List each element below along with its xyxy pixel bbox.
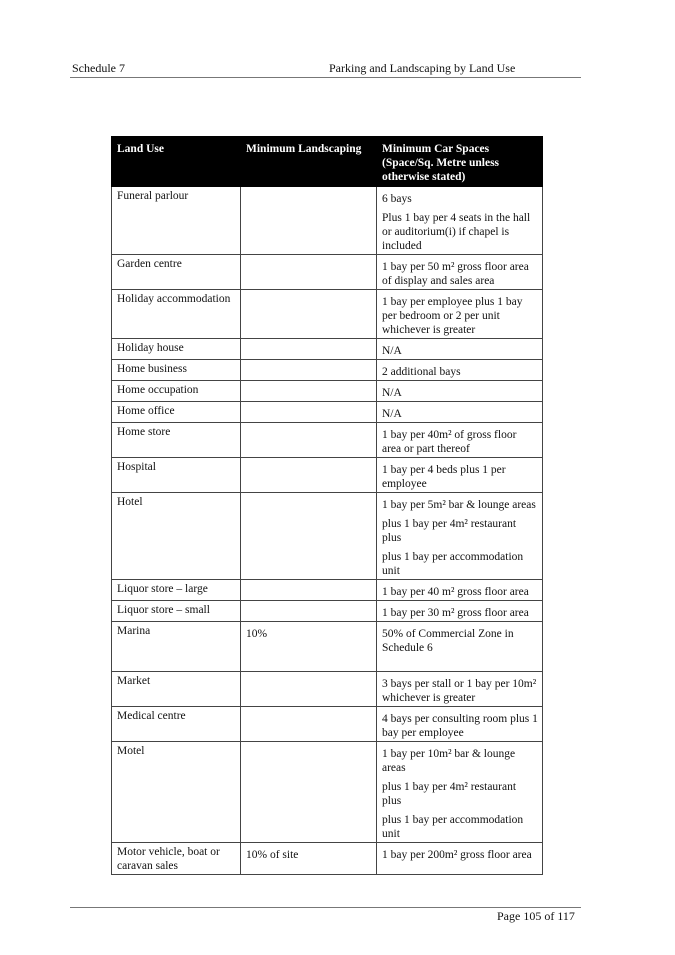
column-header-land-use: Land Use bbox=[112, 137, 241, 187]
header-title: Parking and Landscaping by Land Use bbox=[329, 61, 516, 75]
car-spaces-text: 1 bay per 50 m² gross floor area of display and sales area bbox=[382, 261, 529, 287]
table-row bbox=[112, 843, 543, 875]
car-spaces-text: 1 bay per 10m² bar & lounge areas bbox=[382, 748, 516, 774]
car-spaces-text: 1 bay per employee plus 1 bay per bedroom or 2 per unit whichever is greater bbox=[382, 296, 523, 336]
land-use-cell: Holiday house bbox=[112, 339, 241, 360]
table-row bbox=[112, 423, 543, 458]
table-row bbox=[112, 601, 543, 622]
column-header-car-spaces: Minimum Car Spaces (Space/Sq. Metre unless otherwise stated) bbox=[377, 137, 543, 187]
car-spaces-cell bbox=[377, 381, 543, 402]
car-spaces-text: 1 bay per 40 m² gross floor area bbox=[382, 586, 529, 598]
table-row bbox=[112, 381, 543, 402]
car-spaces-cell bbox=[377, 843, 543, 875]
landscaping-cell bbox=[241, 707, 377, 742]
land-use-cell: Liquor store – small bbox=[112, 601, 241, 622]
table-row bbox=[112, 290, 543, 339]
car-spaces-text: plus 1 bay per accommodation unit bbox=[382, 551, 524, 577]
footer-rule bbox=[70, 907, 581, 908]
land-use-cell: Home business bbox=[112, 360, 241, 381]
land-use-cell: Holiday accommodation bbox=[112, 290, 241, 339]
table-row bbox=[112, 255, 543, 290]
car-spaces-cell bbox=[377, 290, 543, 339]
table-row bbox=[112, 672, 543, 707]
car-spaces-cell bbox=[377, 742, 543, 843]
car-spaces-text: 1 bay per 4 beds plus 1 per employee bbox=[382, 464, 506, 490]
car-spaces-cell bbox=[377, 458, 543, 493]
land-use-cell: Medical centre bbox=[112, 707, 241, 742]
page-number: Page 105 of 117 bbox=[497, 909, 575, 923]
car-spaces-cell bbox=[377, 255, 543, 290]
landscaping-cell bbox=[241, 360, 377, 381]
land-use-cell: Funeral parlour bbox=[112, 187, 241, 255]
table-row bbox=[112, 187, 543, 255]
table-row bbox=[112, 622, 543, 672]
landscaping-cell bbox=[241, 742, 377, 843]
car-spaces-cell bbox=[377, 423, 543, 458]
landscaping-cell bbox=[241, 187, 377, 255]
car-spaces-text: 2 additional bays bbox=[382, 366, 461, 378]
land-use-cell: Marina bbox=[112, 622, 241, 672]
car-spaces-text: plus 1 bay per accommodation unit bbox=[382, 814, 524, 840]
header-schedule: Schedule 7 bbox=[72, 61, 125, 75]
header-rule bbox=[70, 77, 581, 78]
landscaping-cell bbox=[241, 290, 377, 339]
land-use-cell: Garden centre bbox=[112, 255, 241, 290]
car-spaces-cell bbox=[377, 402, 543, 423]
landscaping-cell bbox=[241, 601, 377, 622]
car-spaces-text: 6 bays bbox=[382, 193, 412, 205]
car-spaces-cell bbox=[377, 339, 543, 360]
landscaping-cell bbox=[241, 255, 377, 290]
land-use-cell: Motel bbox=[112, 742, 241, 843]
car-spaces-text: plus 1 bay per 4m² restaurant plus bbox=[382, 781, 517, 807]
car-spaces-text: 4 bays per consulting room plus 1 bay per employee bbox=[382, 713, 538, 739]
land-use-cell: Home office bbox=[112, 402, 241, 423]
car-spaces-text: N/A bbox=[382, 345, 402, 357]
car-spaces-cell bbox=[377, 622, 543, 672]
car-spaces-cell bbox=[377, 493, 543, 580]
table-row bbox=[112, 458, 543, 493]
landscaping-cell bbox=[241, 672, 377, 707]
car-spaces-text: N/A bbox=[382, 408, 402, 420]
table-row bbox=[112, 402, 543, 423]
table-row bbox=[112, 742, 543, 843]
landscaping-cell: 10% of site bbox=[241, 843, 377, 875]
table-row bbox=[112, 580, 543, 601]
landscaping-cell bbox=[241, 402, 377, 423]
landscaping-cell bbox=[241, 339, 377, 360]
car-spaces-text: 1 bay per 40m² of gross floor area or part thereof bbox=[382, 429, 517, 455]
table-row bbox=[112, 707, 543, 742]
car-spaces-text: 3 bays per stall or 1 bay per 10m² whichever is greater bbox=[382, 678, 537, 704]
land-use-cell: Hotel bbox=[112, 493, 241, 580]
table-row bbox=[112, 360, 543, 381]
car-spaces-text: 1 bay per 200m² gross floor area bbox=[382, 849, 532, 861]
landscaping-cell bbox=[241, 381, 377, 402]
car-spaces-text: plus 1 bay per 4m² restaurant plus bbox=[382, 518, 517, 544]
table-row bbox=[112, 339, 543, 360]
table-row bbox=[112, 493, 543, 580]
land-use-table bbox=[111, 136, 543, 875]
car-spaces-text: 1 bay per 5m² bar & lounge areas bbox=[382, 499, 536, 511]
car-spaces-cell bbox=[377, 580, 543, 601]
car-spaces-cell bbox=[377, 360, 543, 381]
landscaping-cell bbox=[241, 458, 377, 493]
car-spaces-text: N/A bbox=[382, 387, 402, 399]
land-use-cell: Hospital bbox=[112, 458, 241, 493]
car-spaces-cell bbox=[377, 601, 543, 622]
land-use-cell: Liquor store – large bbox=[112, 580, 241, 601]
car-spaces-text: Plus 1 bay per 4 seats in the hall or auditorium(i) if chapel is included bbox=[382, 212, 531, 252]
land-use-cell: Motor vehicle, boat or caravan sales bbox=[112, 843, 241, 875]
car-spaces-cell bbox=[377, 707, 543, 742]
landscaping-cell bbox=[241, 580, 377, 601]
landscaping-cell bbox=[241, 493, 377, 580]
column-header-landscaping: Minimum Landscaping bbox=[241, 137, 377, 187]
car-spaces-cell bbox=[377, 187, 543, 255]
table-header-row bbox=[112, 137, 543, 187]
landscaping-cell bbox=[241, 423, 377, 458]
land-use-cell: Market bbox=[112, 672, 241, 707]
car-spaces-text: 1 bay per 30 m² gross floor area bbox=[382, 607, 529, 619]
landscaping-cell: 10% bbox=[241, 622, 377, 672]
land-use-cell: Home store bbox=[112, 423, 241, 458]
car-spaces-cell bbox=[377, 672, 543, 707]
car-spaces-text: 50% of Commercial Zone in Schedule 6 bbox=[382, 628, 514, 654]
land-use-cell: Home occupation bbox=[112, 381, 241, 402]
